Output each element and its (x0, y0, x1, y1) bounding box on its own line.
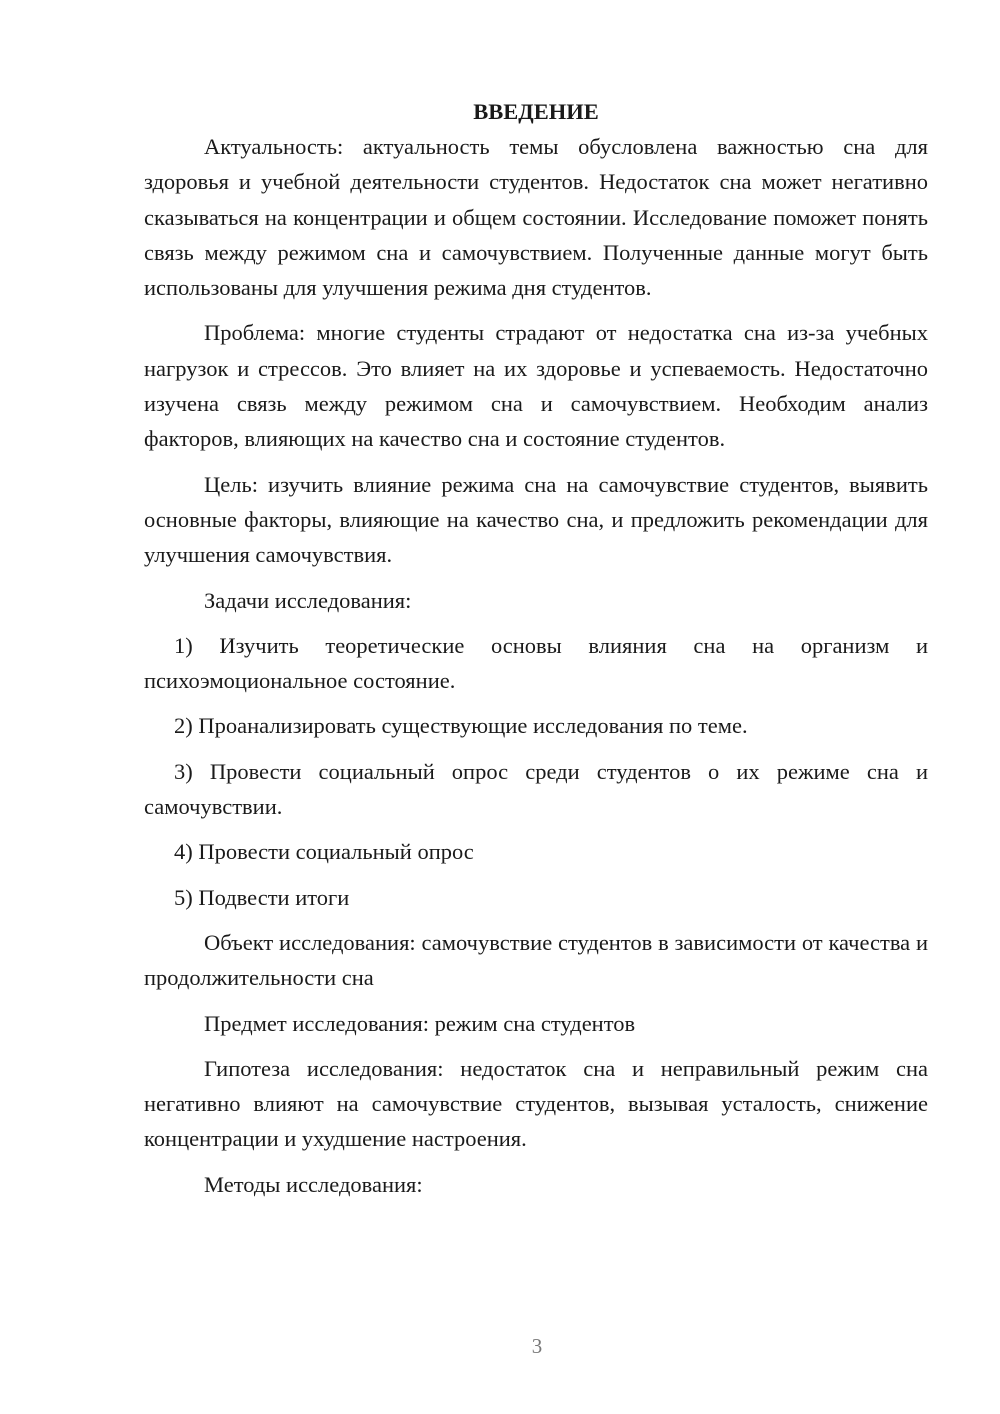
methods-heading: Методы исследования: (204, 1171, 423, 1197)
task-item-3: 3) Провести социальный опрос среди студентов о их режиме сна и самочувствии. (144, 758, 928, 820)
paragraph-goal: Цель: изучить влияние режима сна на самочувствие студентов, выявить основные факторы, влияющие на качество сна, и предложить рекомендации для улучшения самочувствия. (144, 471, 928, 568)
task-item-5: 5) Подвести итоги (174, 884, 350, 910)
page-title: ВВЕДЕНИЕ (473, 99, 599, 124)
page-number: 3 (531, 1334, 543, 1358)
page-content (144, 94, 928, 1212)
tasks-heading: Задачи исследования: (204, 587, 412, 613)
task-item-2: 2) Проанализировать существующие исследования по теме. (174, 713, 748, 739)
paragraph-hypothesis: Гипотеза исследования: недостаток сна и неправильный режим сна негативно влияют на самочувствие студентов, вызывая усталость, снижение концентрации и ухудшение настроения. (144, 1055, 928, 1152)
task-item-4: 4) Провести социальный опрос (174, 839, 474, 865)
paragraph-object: Объект исследования: самочувствие студентов в зависимости от качества и продолжительности сна (144, 929, 928, 991)
paragraph-subject: Предмет исследования: режим сна студентов (204, 1010, 636, 1036)
paragraph-relevance: Актуальность: актуальность темы обусловлена важностью сна для здоровья и учебной деятельности студентов. Недостаток сна может негативно сказываться на концентрации и общем состоянии. Исследование поможет понять связь между режимом сна и самочувствием. Полученные данные могут быть использованы для улучшения режима дня студентов. (144, 134, 928, 301)
task-item-1: 1) Изучить теоретические основы влияния сна на организм и психоэмоциональное состояние. (144, 632, 928, 694)
paragraph-problem: Проблема: многие студенты страдают от недостатка сна из-за учебных нагрузок и стрессов. Это влияет на их здоровье и успеваемость. Недостаточно изучена связь между режимом сна и самочувствием. Необходим анализ факторов, влияющих на качество сна и состояние студентов. (144, 320, 928, 452)
